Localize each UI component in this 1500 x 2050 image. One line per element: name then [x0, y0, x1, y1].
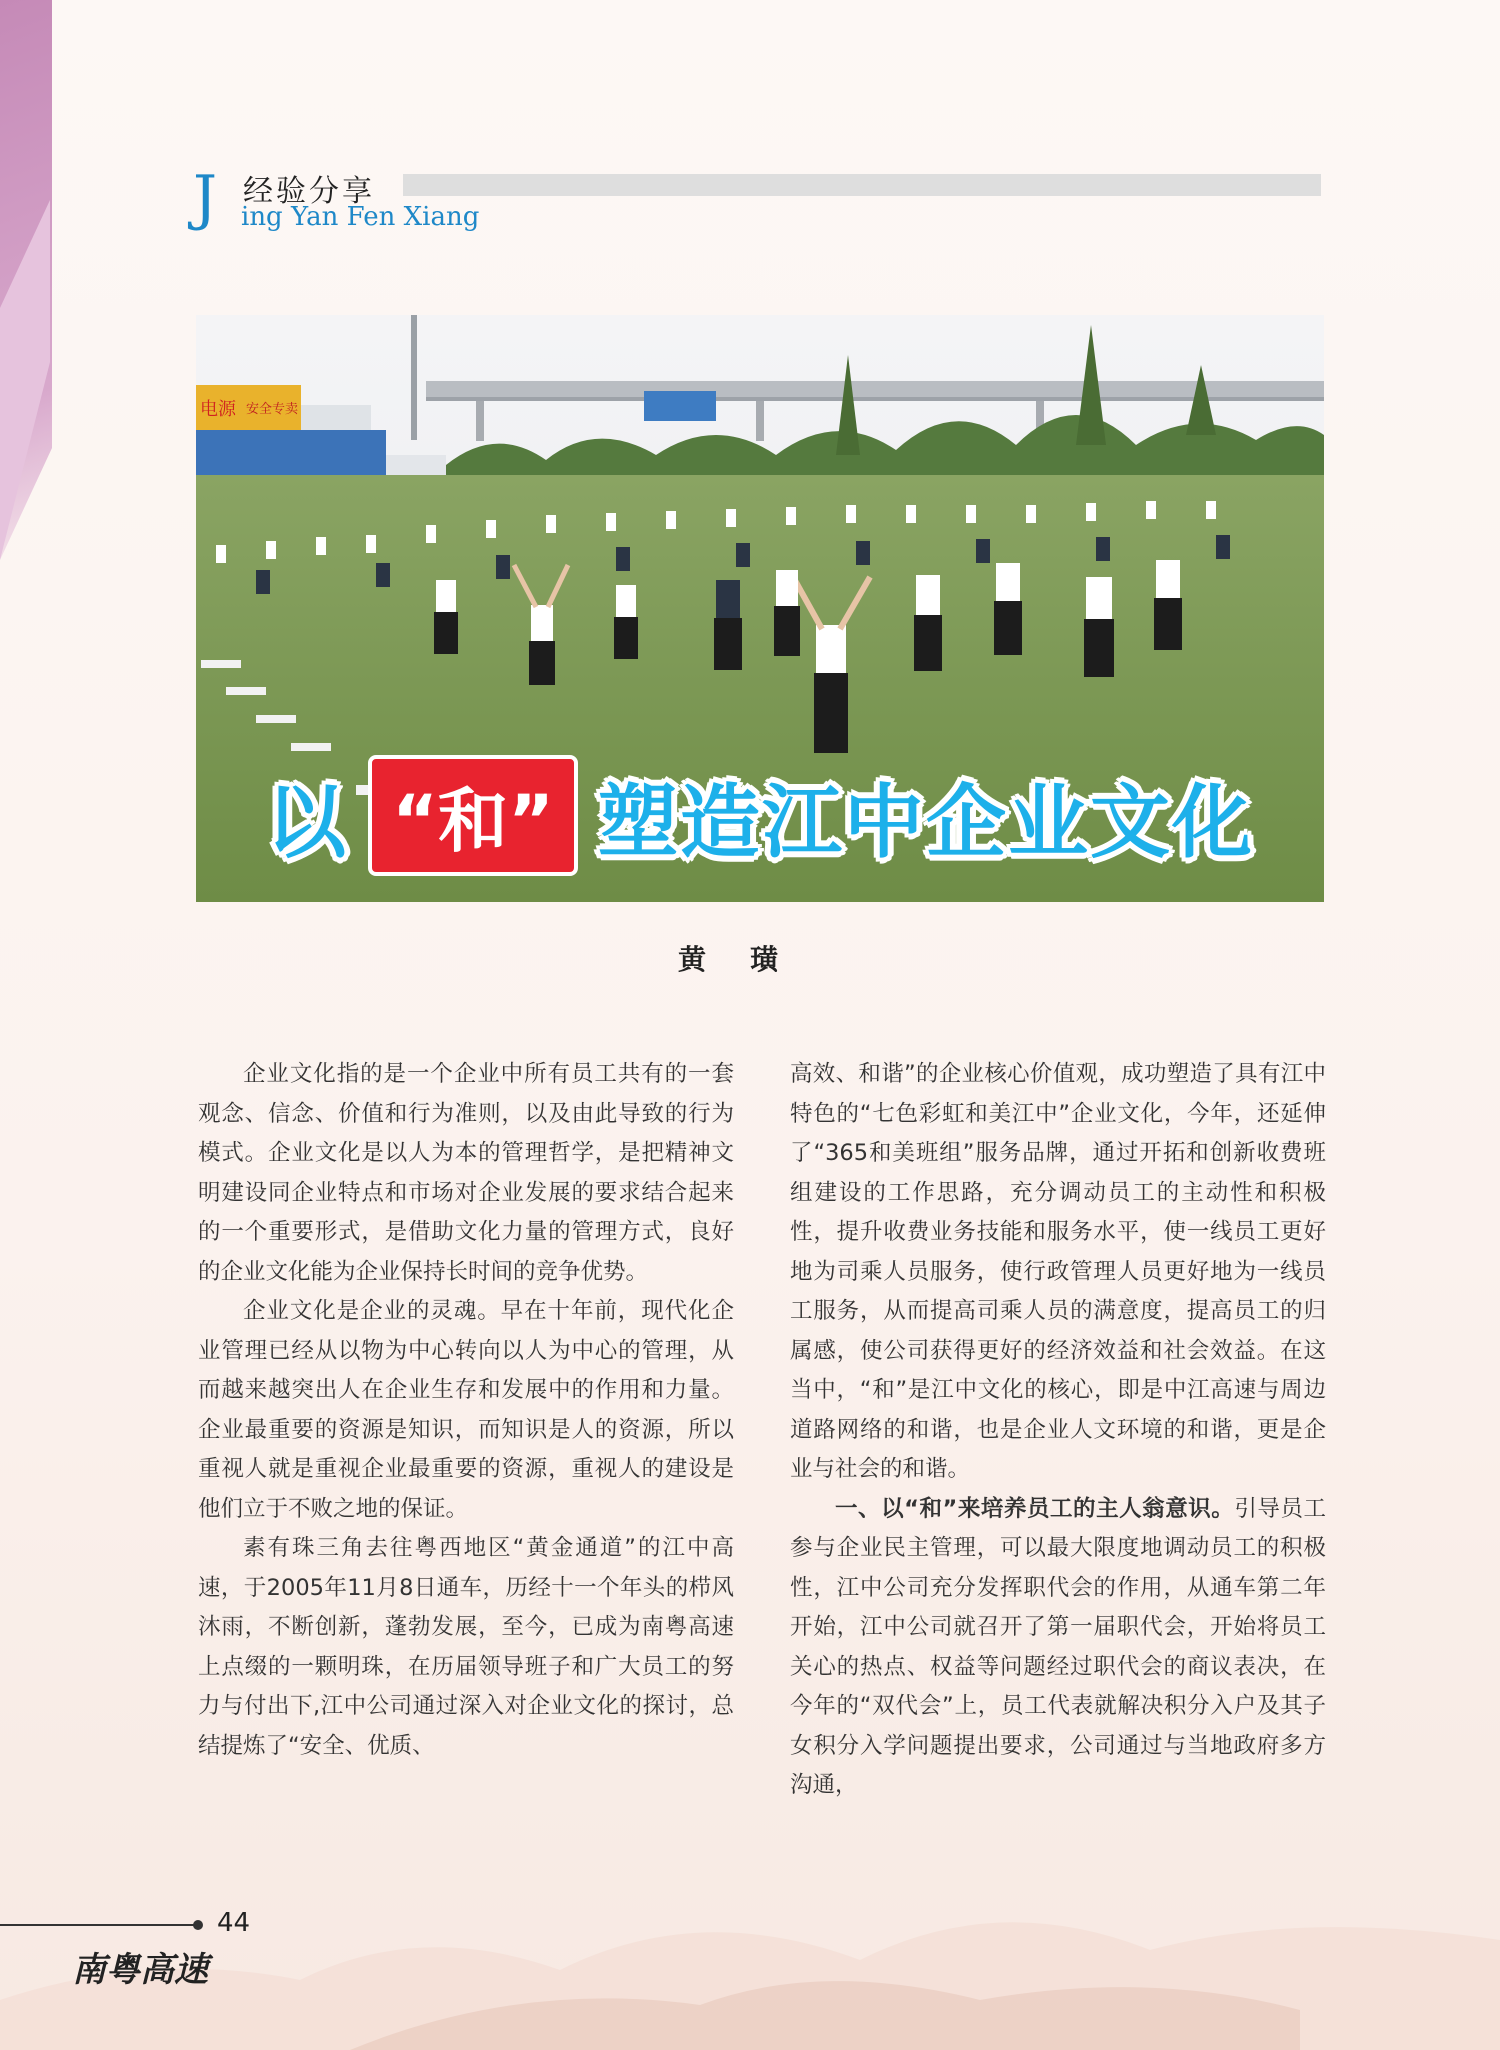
background-mountains — [0, 1830, 1500, 2050]
headline — [196, 755, 1324, 876]
paragraph-body: 引导员工参与企业民主管理，可以最大限度地调动员工的积极性，江中公司充分发挥职代会的作用，从通车第二年开始，江中公司就召开了第一届职代会，开始将员工关心的热点、权益等问题经过职代会的商议表决，在今年的“双代会”上，员工代表就解决积分入户及其子女积分入学问题提出要求，公司通过与当地政府多方沟通， — [790, 1495, 1326, 1798]
footer-rule — [0, 1924, 196, 1926]
cover-photo — [196, 315, 1324, 902]
section-header — [193, 160, 1323, 240]
section-header-bar — [403, 174, 1321, 196]
paragraph: 企业文化指的是一个企业中所有员工共有的一套观念、信念、价值和行为准则，以及由此导致的行为模式。企业文化是以人为本的管理哲学，是把精神文明建设同企业特点和市场对企业发展的要求结合起来的一个重要形式，是借助文化力量的管理方式，良好的企业文化能为企业保持长时间的竞争优势。 — [198, 1061, 734, 1285]
page-number: 44 — [217, 1908, 251, 1938]
headline-suffix: 塑造江中企业文化 — [598, 776, 1254, 869]
sign-shop: 安全专卖 — [246, 402, 299, 417]
section-title-chinese: 经验分享 — [243, 174, 375, 209]
section-initial: J — [193, 163, 218, 233]
paragraph: 高效、和谐”的企业核心价值观，成功塑造了具有江中特色的“七色彩虹和美江中”企业文化，今年，还延伸了“365和美班组”服务品牌，通过开拓和创新收费班组建设的工作思路，充分调动员工的主动性和积极性，提升收费业务技能和服务水平，使一线员工更好地为司乘人员服务，使行政管理人员更好地为一线员工服务，从而提高司乘人员的满意度，提高员工的归属感，使公司获得更好的经济效益和社会效益。在这当中，“和”是江中文化的核心，即是中江高速与周边道路网络的和谐，也是企业人文环境的和谐，更是企业与社会的和谐。 — [790, 1061, 1326, 1482]
paragraph: 企业文化是企业的灵魂。早在十年前，现代化企业管理已经从以物为中心转向以人为中心的管理，从而越来越突出人在企业生存和发展中的作用和力量。企业最重要的资源是知识，而知识是人的资源，所以重视人就是重视企业最重要的资源，重视人的建设是他们立于不败之地的保证。 — [198, 1298, 734, 1522]
article-column-left — [198, 1055, 734, 1766]
magazine-logo: 南粤高速 — [72, 1950, 208, 1990]
sign-power: 电源 — [200, 399, 236, 420]
paragraph-section-one — [790, 1490, 1326, 1806]
footer-dot — [193, 1920, 203, 1930]
headline-boxed-word: “和” — [368, 755, 578, 876]
article-column-right — [790, 1055, 1326, 1806]
author-name: 黄璜 — [677, 943, 822, 976]
section-heading: 一、以“和”来培养员工的主人翁意识。 — [835, 1495, 1235, 1522]
headline-prefix: 以 — [265, 776, 348, 869]
paragraph: 素有珠三角去往粤西地区“黄金通道”的江中高速，于2005年11月8日通车，历经十一个年头的栉风沐雨，不断创新，蓬勃发展，至今，已成为南粤高速上点缀的一颗明珠，在历届领导班子和广大员工的努力与付出下,江中公司通过深入对企业文化的探讨，总结提炼了“安全、优质、 — [198, 1535, 734, 1759]
section-title-pinyin: ing Yan Fen Xiang — [241, 202, 480, 232]
